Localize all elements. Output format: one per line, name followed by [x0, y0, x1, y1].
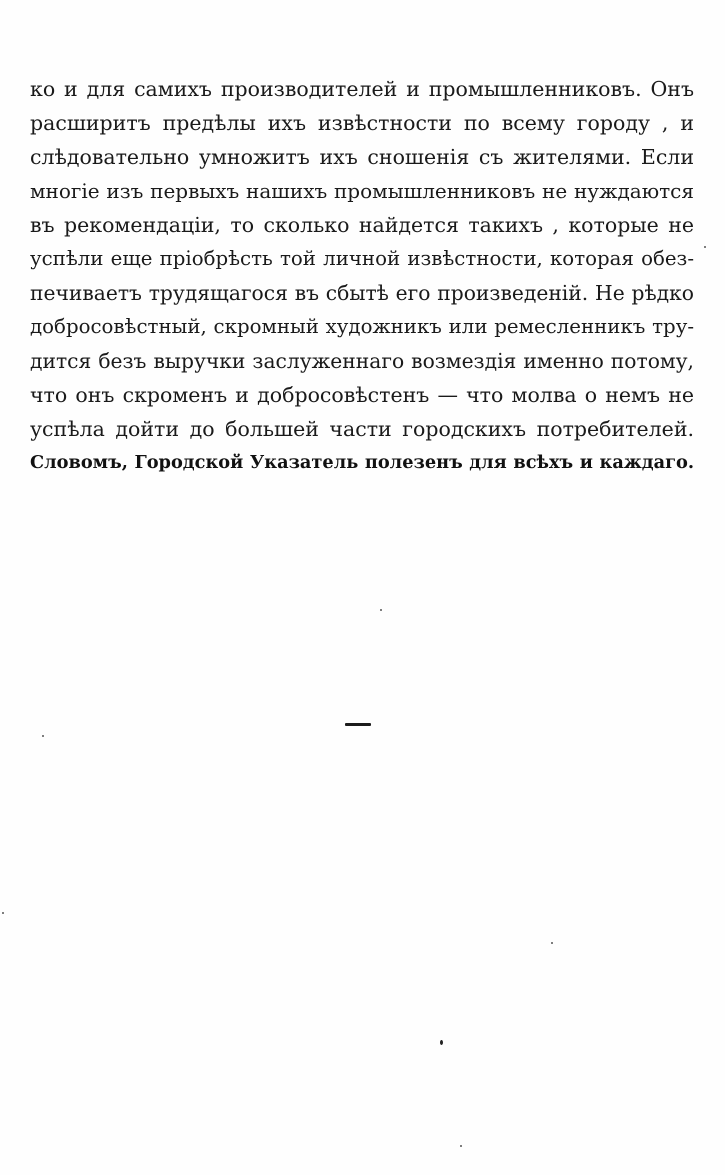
print-speck	[380, 609, 382, 611]
paragraph	[30, 72, 694, 480]
print-speck	[42, 735, 44, 737]
text-line-4: многіе изъ первыхъ нашихъ промышленниковъ не нуждаются	[30, 179, 694, 203]
text-line-5: въ рекомендаціи, то сколько найдется такихъ , которые не	[30, 213, 694, 237]
print-speck	[2, 912, 4, 914]
print-speck	[440, 1040, 443, 1045]
text-line-7: печиваетъ трудящагося въ сбытѣ его произведеній. Не рѣдко	[30, 281, 694, 305]
print-speck	[460, 1145, 462, 1147]
print-speck	[551, 942, 553, 944]
print-speck	[704, 246, 706, 248]
text-line-9: дится безъ выручки заслуженнаго возмездія именно потому,	[30, 349, 694, 373]
text-line-12: Словомъ, Городской Указатель полезенъ для всѣхъ и каждаго.	[30, 452, 694, 473]
text-line-10: что онъ скроменъ и добросовѣстенъ — что молва о немъ не	[30, 383, 694, 407]
text-line-8: добросовѣстный, скромный художникъ или ремесленникъ тру-	[30, 315, 694, 338]
text-line-11: успѣла дойти до большей части городскихъ потребителей.	[30, 417, 694, 441]
section-divider	[345, 723, 371, 726]
text-line-6: успѣли еще пріобрѣсть той личной извѣстности, которая обез-	[30, 247, 694, 270]
text-line-2: расширитъ предѣлы ихъ извѣстности по всему городу , и	[30, 111, 694, 135]
text-line-3: слѣдовательно умножитъ ихъ сношенія съ жителями. Если	[30, 145, 694, 169]
text-line-1: ко и для самихъ производителей и промышленниковъ. Онъ	[30, 77, 694, 101]
